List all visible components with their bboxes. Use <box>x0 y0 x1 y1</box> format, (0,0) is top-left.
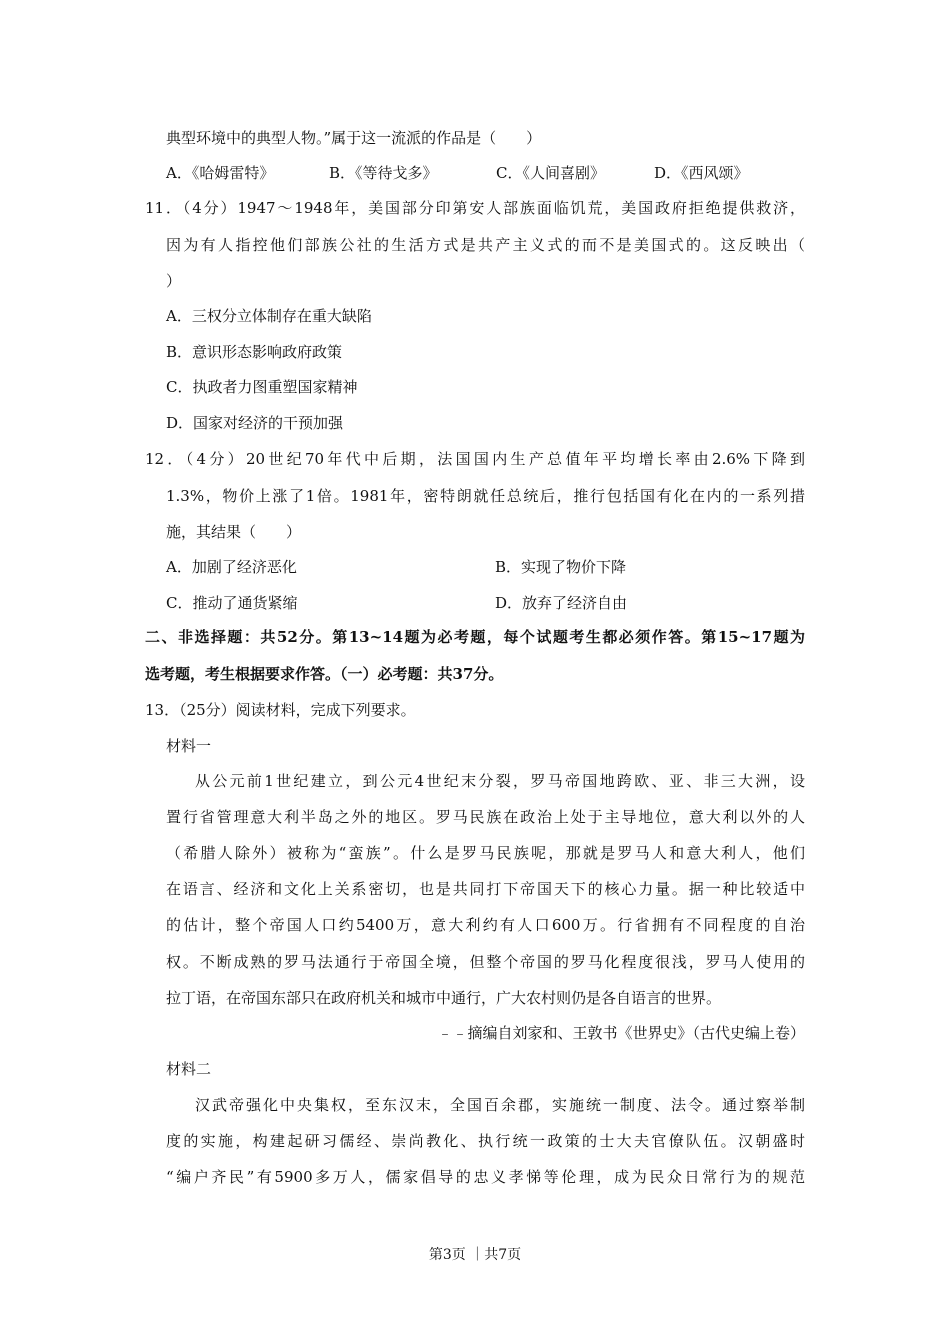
page-footer: 第3页 ｜共7页 <box>428 1247 522 1263</box>
q11-option-c: C．执政者力图重塑国家精神 <box>166 378 358 396</box>
material-1-source: ﹣﹣摘编自刘家和、王敦书《世界史》（古代史编上卷） <box>437 1024 805 1042</box>
q10-option-b: B．《等待戈多》 <box>329 164 438 182</box>
q11-stem-line-1: 11．（4分）1947～1948年，美国部分印第安人部族面临饥荒，美国政府拒绝提供救济， <box>145 199 805 217</box>
material-1-line-1: 从公元前1世纪建立，到公元4世纪末分裂，罗马帝国地跨欧、亚、非三大洲，设 <box>195 772 805 790</box>
material-1-title: 材料一 <box>166 737 212 755</box>
q12-stem-line-3: 施，其结果（ ） <box>166 523 302 541</box>
material-1-line-2: 置行省管理意大利半岛之外的地区。罗马民族在政治上处于主导地位，意大利以外的人 <box>166 808 805 826</box>
material-2-line-2: 度的实施，构建起研习儒经、崇尚教化、执行统一政策的士大夫官僚队伍。汉朝盛时 <box>166 1132 805 1150</box>
q12-stem-line-1: 12．（4分）20世纪70年代中后期，法国国内生产总值年平均增长率由2.6%下降到 <box>145 450 805 468</box>
q11-option-a: A．三权分立体制存在重大缺陷 <box>166 307 372 325</box>
material-1-line-6: 权。不断成熟的罗马法通行于帝国全境，但整个帝国的罗马化程度很浅，罗马人使用的 <box>166 953 805 971</box>
q10-option-d: D．《西风颂》 <box>654 164 749 182</box>
material-1-line-5: 的估计，整个帝国人口约5400万，意大利约有人口600万。行省拥有不同程度的自治 <box>166 916 805 934</box>
section2-heading-line-2: 选考题，考生根据要求作答。（一）必考题：共37分。 <box>145 665 504 683</box>
material-1-line-4: 在语言、经济和文化上关系密切，也是共同打下帝国天下的核心力量。据一种比较适中 <box>166 880 805 898</box>
material-2-title: 材料二 <box>166 1060 212 1078</box>
q12-stem-line-2: 1.3%，物价上涨了1倍。1981年，密特朗就任总统后，推行包括国有化在内的一系列措 <box>166 487 805 505</box>
q12-option-b: B．实现了物价下降 <box>495 558 627 576</box>
q10-option-a: A．《哈姆雷特》 <box>166 164 275 182</box>
q11-stem-line-2: 因为有人指控他们部族公社的生活方式是共产主义式的而不是美国式的。这反映出（ <box>166 236 805 254</box>
material-1-line-7: 拉丁语，在帝国东部只在政府机关和城市中通行，广大农村则仍是各自语言的世界。 <box>166 989 722 1007</box>
material-2-line-1: 汉武帝强化中央集权，至东汉末，全国百余郡，实施统一制度、法令。通过察举制 <box>195 1096 805 1114</box>
q11-stem-line-3: ） <box>166 272 182 290</box>
material-2-line-3: “编户齐民”有5900多万人，儒家倡导的忠义孝悌等伦理，成为民众日常行为的规范 <box>166 1168 805 1186</box>
q12-option-d: D．放弃了经济自由 <box>495 594 628 612</box>
section2-heading-line-1: 二、非选择题：共52分。第13~14题为必考题，每个试题考生都必须作答。第15~17题为 <box>145 628 805 646</box>
q12-option-c: C．推动了通货紧缩 <box>166 594 298 612</box>
q10-option-c: C．《人间喜剧》 <box>496 164 605 182</box>
q11-option-d: D．国家对经济的干预加强 <box>166 414 344 432</box>
q11-option-b: B．意识形态影响政府政策 <box>166 343 343 361</box>
q12-option-a: A．加剧了经济恶化 <box>166 558 297 576</box>
material-1-line-3: （希腊人除外）被称为“蛮族”。什么是罗马民族呢，那就是罗马人和意大利人，他们 <box>166 844 805 862</box>
q13-stem: 13．（25分）阅读材料，完成下列要求。 <box>145 701 416 719</box>
q10-stem-tail: 典型环境中的典型人物。”属于这一流派的作品是（ ） <box>166 129 542 147</box>
